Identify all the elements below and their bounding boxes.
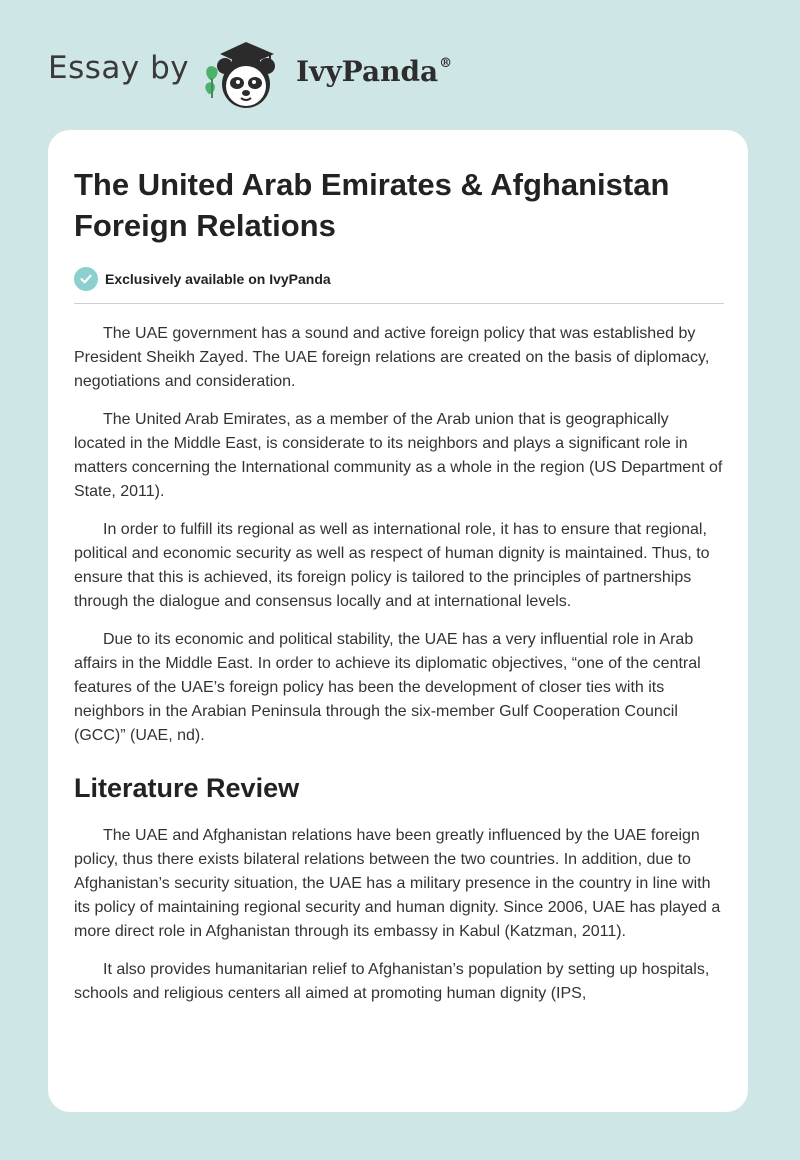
- divider: [74, 303, 724, 304]
- paragraph: The United Arab Emirates, as a member of the Arab union that is geographically located in the Middle East, is considerate to its neighbors and plays a significant role in matters concerning the International community as a whole in the region (US Department of State, 2011).: [74, 411, 723, 500]
- article-body: [74, 322, 724, 1006]
- check-circle-icon: [74, 267, 98, 291]
- paragraph: The UAE and Afghanistan relations have been greatly influenced by the UAE foreign policy, thus there exists bilateral relations between the two countries. In addition, due to Afghanistan’s security situation, the UAE has a military presence in the country in line with its policy of maintaining regional security and human dignity. Since 2006, UAE has played a more direct role in Afghanistan through its embassy in Kabul (Katzman, 2011).: [74, 827, 721, 940]
- essay-by-label: Essay by: [48, 50, 190, 86]
- paragraph: Due to its economic and political stability, the UAE has a very influential role in Arab affairs in the Middle East. In order to achieve its diplomatic objectives, “one of the central features of the UAE’s foreign policy has been the development of closer ties with its neighbors in the Arabian Peninsula through the six-member Gulf Cooperation Council (GCC)” (UAE, nd).: [74, 631, 701, 744]
- exclusive-badge: [74, 266, 724, 292]
- page-title: The United Arab Emirates & Afghanistan Foreign Relations: [74, 167, 670, 243]
- registered-mark: ®: [439, 56, 453, 71]
- section-heading: Literature Review: [74, 773, 300, 803]
- paragraph: In order to fulfill its regional as well as international role, it has to ensure that regional, political and economic security as well as respect of human dignity is maintained. Thus, to ensure that this is achieved, its foreign policy is tailored to the principles of partnerships through the dialogue and consensus locally and at international levels.: [74, 521, 710, 610]
- exclusive-badge-label: Exclusively available on IvyPanda: [105, 271, 331, 287]
- brand-name[interactable]: IvyPanda®: [296, 55, 453, 88]
- panda-graduation-cap-icon[interactable]: [198, 36, 294, 112]
- paragraph: The UAE government has a sound and active foreign policy that was established by President Sheikh Zayed. The UAE foreign relations are created on the basis of diplomacy, negotiations and consideration.: [74, 325, 710, 390]
- site-header: [0, 0, 800, 118]
- article-content: [74, 164, 724, 1020]
- paragraph: It also provides humanitarian relief to Afghanistan’s population by setting up hospitals, schools and religious centers all aimed at promoting human dignity (IPS,: [74, 961, 710, 1002]
- article-card: [48, 130, 748, 1112]
